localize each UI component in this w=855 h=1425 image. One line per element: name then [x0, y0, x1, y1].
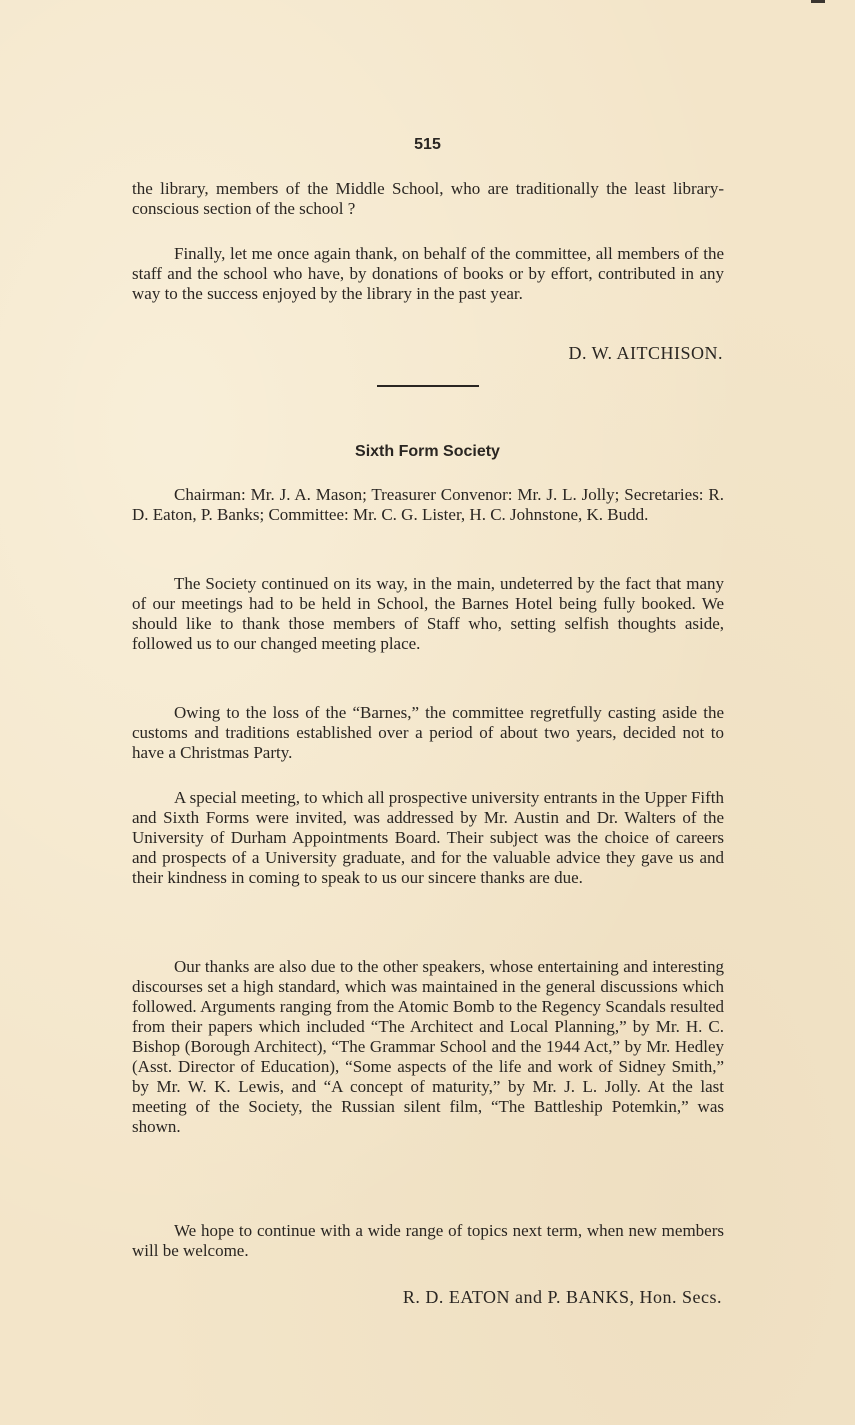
special-meeting-paragraph: A special meeting, to which all prospective university entrants in the Upper Fifth and Sixth Forms were invited, was addressed by Mr. Austin and Dr. Walters of the University of Durham Appointments Board. Their subject was the choice of careers and prospects of a University graduate, and for the valuable advice they gave us and their kindness in coming to speak to us our sincere thanks are due.: [132, 788, 725, 887]
next-term-paragraph: We hope to continue with a wide range of topics next term, when new members will be welcome.: [132, 1221, 724, 1260]
speakers-thanks-paragraph: Our thanks are also due to the other speakers, whose entertaining and interesting discourses set a high standard, which was maintained in the general discussions which followed. Arguments ranging from the Atomic Bomb to the Regency Scandals resulted from their papers which included “The Architect and Local Planning,” by Mr. H. C. Bishop (Borough Architect), “The Grammar School and the 1944 Act,” by Mr. Hedley (Asst. Director of Education), “Some aspects of the life and work of Sidney Smith,” by Mr. W. K. Lewis, and “A concept of maturity,” by Mr. J. L. Jolly. At the last meeting of the Society, the Russian silent film, “The Battleship Potemkin,” was shown.: [132, 957, 724, 1136]
christmas-party-paragraph: Owing to the loss of the “Barnes,” the committee regretfully casting aside the customs and traditions established over a period of about two years, decided not to have a Christmas Party.: [132, 703, 724, 762]
library-report-signature: D. W. AITCHISON.: [568, 343, 723, 363]
scan-edge-mark: [811, 0, 825, 3]
library-report-closing-paragraph: the library, members of the Middle School, who are traditionally the least library-conscious section of the school ?: [132, 179, 724, 218]
section-title: Sixth Form Society: [355, 443, 500, 460]
library-thanks-paragraph: Finally, let me once again thank, on behalf of the committee, all members of the staff and the school who have, by donations of books or by effort, contributed in any way to the success enjoyed by the library in the past year.: [132, 244, 724, 303]
section-divider: [377, 385, 479, 387]
society-officers-paragraph: Chairman: Mr. J. A. Mason; Treasurer Convenor: Mr. J. L. Jolly; Secretaries: R. D. Eaton, P. Banks; Committee: Mr. C. G. Lister, H. C. Johnstone, K. Budd.: [132, 485, 724, 524]
society-report-signature: R. D. EATON and P. BANKS, Hon. Secs.: [402, 1287, 722, 1307]
society-meetings-paragraph: The Society continued on its way, in the main, undeterred by the fact that many of our meetings had to be held in School, the Barnes Hotel being fully booked. We should like to thank those members of Staff who, setting selfish thoughts aside, followed us to our changed meeting place.: [132, 574, 724, 653]
page-number: 515: [414, 136, 441, 153]
